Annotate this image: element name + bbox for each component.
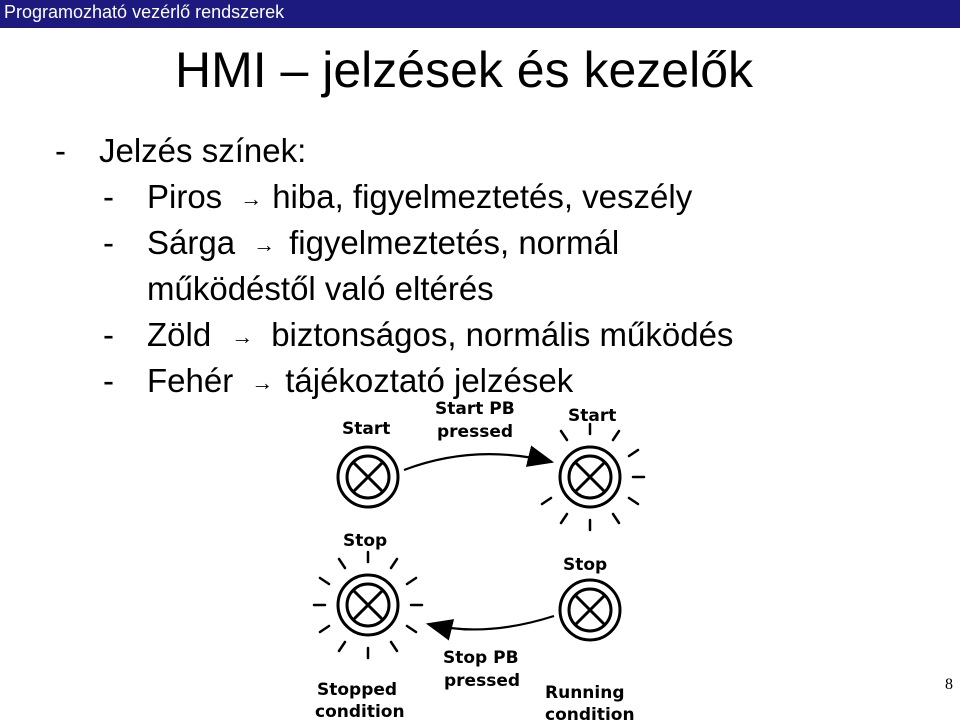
stop-label-on: Stop xyxy=(343,531,388,551)
color-yellow-meaning-cont: működéstől való eltérés xyxy=(147,270,494,307)
color-green-meaning: biztonságos, normális működés xyxy=(271,316,734,353)
color-yellow-meaning: figyelmeztetés, normál xyxy=(289,224,620,261)
stop-pilot-light-off-icon xyxy=(560,580,620,640)
color-white-meaning: tájékoztató jelzések xyxy=(285,362,574,399)
arrow-icon: → xyxy=(251,370,274,396)
stop-pilot-light-on-icon xyxy=(314,552,422,658)
bullet-red xyxy=(103,177,693,217)
pilot-light-diagram xyxy=(300,388,660,723)
bullet-intro-text: Jelzés színek: xyxy=(99,132,307,169)
bullet-intro xyxy=(55,131,307,171)
start-pb-label-1: Start PB xyxy=(435,399,515,419)
arrow-icon: → xyxy=(231,324,254,350)
color-yellow-label: Sárga xyxy=(147,224,236,261)
color-red-label: Piros xyxy=(147,178,223,215)
bullet-green xyxy=(103,315,734,355)
color-white-label: Fehér xyxy=(147,362,234,399)
course-title: Programozható vezérlő rendszerek xyxy=(4,2,285,22)
stop-pb-label-2: pressed xyxy=(444,671,521,691)
stopped-condition-label-1: Stopped xyxy=(317,680,398,700)
bullet-white xyxy=(103,361,574,400)
start-label-off: Start xyxy=(342,419,391,439)
stop-transition-arrow-icon xyxy=(428,616,554,629)
color-green-label: Zöld xyxy=(147,316,212,353)
start-label-on: Start xyxy=(568,406,617,426)
running-condition-label-1: Running xyxy=(545,683,625,703)
bullet-dash: - xyxy=(55,132,66,169)
arrow-icon: → xyxy=(253,232,276,258)
bullet-dash: - xyxy=(103,316,114,353)
start-pilot-light-on-icon xyxy=(542,424,644,530)
slide-title: HMI – jelzések és kezelők xyxy=(175,42,754,98)
start-transition-arrow-icon xyxy=(404,454,552,470)
start-pb-label-2: pressed xyxy=(437,422,514,442)
arrow-icon: → xyxy=(240,186,263,212)
color-red-meaning: hiba, figyelmeztetés, veszély xyxy=(272,178,693,215)
start-pilot-light-off-icon xyxy=(338,447,398,507)
bullet-dash: - xyxy=(103,224,114,261)
stopped-condition-label-2: condition xyxy=(315,702,405,722)
bullet-dash: - xyxy=(103,362,114,399)
stop-label-off: Stop xyxy=(563,555,608,575)
page-number: 8 xyxy=(945,676,953,693)
bullet-yellow xyxy=(103,223,620,263)
bullet-dash: - xyxy=(103,178,114,215)
stop-pb-label-1: Stop PB xyxy=(443,648,519,668)
running-condition-label-2: condition xyxy=(545,705,635,723)
